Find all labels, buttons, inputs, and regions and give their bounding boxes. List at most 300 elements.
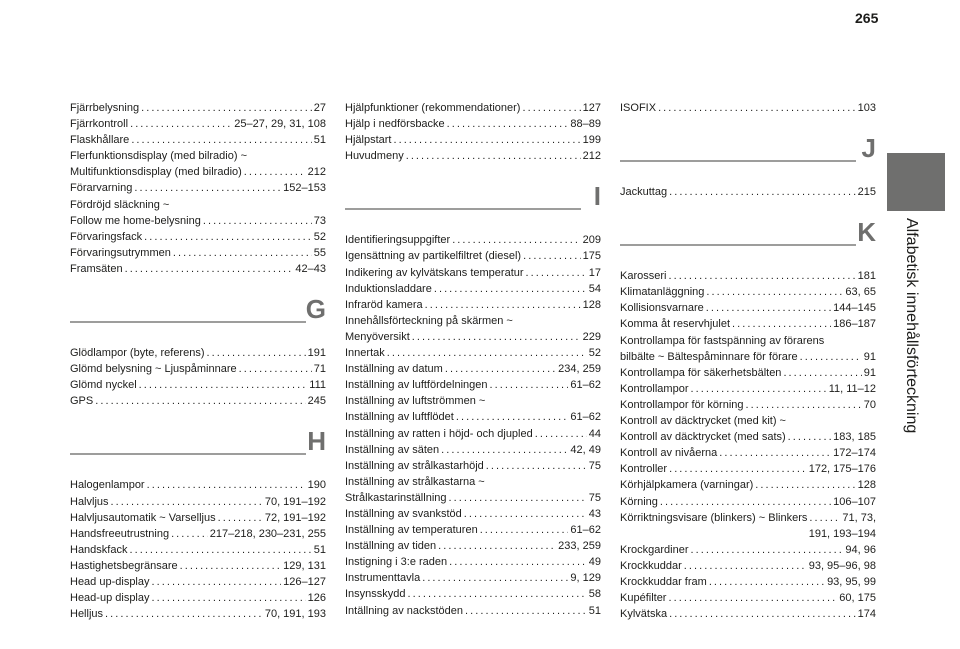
index-entry-pages: 73 <box>313 214 326 227</box>
index-entry-label: Handsfreeutrustning <box>70 527 170 540</box>
index-entry-label: Identifieringsuppgifter <box>345 234 451 247</box>
index-entry-pages: 103 <box>857 102 876 114</box>
index-entry-pages: 199 <box>582 134 601 147</box>
index-entry <box>70 229 326 245</box>
index-entry <box>620 429 876 445</box>
index-entry-pages: 51 <box>313 134 326 147</box>
index-entry-label: Krockkuddar <box>620 559 682 572</box>
dot-leader <box>105 606 263 622</box>
index-entry-pages: 127 <box>582 102 601 114</box>
index-entry-pages: 70 <box>863 398 876 411</box>
dot-leader <box>244 164 306 180</box>
index-entry-pages: 58 <box>588 588 601 601</box>
index-entry-pages: 55 <box>313 246 326 259</box>
index-entry-pages: 52 <box>588 347 601 360</box>
index-entry-pages: 75 <box>588 491 601 504</box>
index-entry <box>345 538 601 554</box>
dot-leader <box>139 377 308 393</box>
index-entry-label: Glömd belysning ~ Ljuspåminnare <box>70 363 237 376</box>
index-entry <box>620 381 876 397</box>
section-letter: K <box>857 217 876 248</box>
index-entry-label: bilbälte ~ Bältespåminnare för förare <box>620 350 798 363</box>
index-entry-label: Instrumenttavla <box>345 572 421 585</box>
dot-leader <box>526 265 587 281</box>
index-entry-label: Förvaringsfack <box>70 230 143 243</box>
index-entry <box>620 574 876 590</box>
index-entry-line: Innehållsförteckning på skärmen ~ <box>345 314 513 327</box>
dot-leader <box>706 284 843 300</box>
index-entry <box>345 297 601 313</box>
dot-leader <box>746 397 862 413</box>
index-entry <box>620 100 876 116</box>
dot-leader <box>669 606 856 622</box>
index-entry <box>345 232 601 248</box>
index-group-h <box>70 477 326 622</box>
index-entry <box>620 510 876 526</box>
section-rule <box>620 244 856 246</box>
index-entry <box>345 248 601 264</box>
dot-leader <box>239 361 312 377</box>
index-entry-line: Inställning av luftströmmen ~ <box>345 395 486 408</box>
index-entry-pages: 44 <box>588 427 601 440</box>
index-entry <box>620 365 876 381</box>
index-entry-label: Inställning av säten <box>345 443 440 456</box>
index-entry-label: Helljus <box>70 608 104 621</box>
dot-leader <box>486 458 587 474</box>
index-entry-label: Förvaringsutrymmen <box>70 246 171 259</box>
index-entry-pages: 126 <box>307 592 326 605</box>
section-header-i <box>345 181 601 224</box>
index-entry-pages: 17 <box>588 266 601 279</box>
index-entry-pages: 91 <box>863 350 876 363</box>
index-entry-label: Körhjälpkamera (varningar) <box>620 479 754 492</box>
index-entry-pages: 51 <box>588 604 601 617</box>
index-entry <box>620 558 876 574</box>
dot-leader <box>668 268 855 284</box>
index-entry <box>345 361 601 377</box>
dot-leader <box>152 590 306 606</box>
index-entry <box>70 510 326 526</box>
index-entry <box>620 397 876 413</box>
index-entry-pages: 75 <box>588 459 601 472</box>
index-entry <box>620 349 876 365</box>
dot-leader <box>180 558 282 574</box>
index-entry <box>345 458 601 474</box>
index-entry-pages: 42, 49 <box>570 443 601 456</box>
section-header-j <box>620 133 876 176</box>
index-group-i <box>345 232 601 618</box>
dot-leader <box>141 100 312 116</box>
section-letter: G <box>305 294 326 325</box>
index-entry-label: Framsäten <box>70 262 123 275</box>
dot-leader <box>522 100 580 116</box>
dot-leader <box>95 393 305 409</box>
index-entry <box>345 442 601 458</box>
index-entry-pages: 233, 259 <box>558 540 601 553</box>
index-entry <box>620 300 876 316</box>
index-entry-pages: 70, 191, 193 <box>264 608 326 621</box>
index-entry-pages: 27 <box>313 102 326 114</box>
index-entry <box>70 261 326 277</box>
chapter-tab <box>887 153 945 211</box>
index-entry <box>70 180 326 196</box>
index-entry-pages: 152–153 <box>283 182 326 195</box>
index-entry <box>620 477 876 493</box>
index-entry <box>345 490 601 506</box>
dot-leader <box>425 297 581 313</box>
index-entry <box>345 265 601 281</box>
index-entry-label: Induktionsladdare <box>345 282 432 295</box>
index-entry-pages: 174 <box>857 608 876 621</box>
index-entry-pages: 61–62 <box>570 411 601 424</box>
index-entry-line: Flerfunktionsdisplay (med bilradio) ~ <box>70 150 247 163</box>
index-entry-label: Inställning av luftflödet <box>345 411 454 424</box>
index-entry-label: ISOFIX <box>620 102 657 114</box>
index-entry-label: Hjälpstart <box>345 134 392 147</box>
index-entry-pages: 106–107 <box>833 495 876 508</box>
index-entry-label: Huvudmeny <box>345 150 404 163</box>
dot-leader <box>434 281 587 297</box>
index-entry-pages: 111 <box>309 379 326 392</box>
section-letter: H <box>307 426 326 457</box>
dot-leader <box>449 554 587 570</box>
index-entry-pages: 215 <box>857 186 876 199</box>
index-entry-line: Inställning av strålkastarna ~ <box>345 475 485 488</box>
index-entry-pages: 54 <box>588 282 601 295</box>
index-entry <box>70 542 326 558</box>
index-entry <box>345 132 601 148</box>
index-entry-label: Fjärrbelysning <box>70 102 140 114</box>
index-entry-label: Kontrollampor <box>620 382 689 395</box>
index-entry-pages: 245 <box>307 395 326 408</box>
index-entry-label: Inställning av svankstöd <box>345 507 462 520</box>
dot-leader <box>480 522 569 538</box>
index-column-1 <box>70 100 326 622</box>
index-entry-pages: 212 <box>582 150 601 163</box>
section-letter: J <box>861 133 876 164</box>
index-entry-pages: 175 <box>582 250 601 263</box>
dot-leader <box>111 494 263 510</box>
index-entry <box>345 329 601 345</box>
index-entry-pages: 172–174 <box>833 447 876 460</box>
dot-leader <box>173 245 312 261</box>
index-entry <box>345 570 601 586</box>
index-entry-label: Kylvätska <box>620 608 668 621</box>
index-entry-pages: 93, 95, 99 <box>827 575 876 588</box>
dot-leader <box>393 132 580 148</box>
index-entry-label: Intällning av nackstöden <box>345 604 464 617</box>
index-entry-label: Head-up display <box>70 592 150 605</box>
index-entry-label: Kontrollampa för säkerhetsbälten <box>620 366 782 379</box>
index-entry-label: Inställning av ratten i höjd- och djupled <box>345 427 533 440</box>
dot-leader <box>464 506 587 522</box>
index-entry-label: Förarvarning <box>70 182 133 195</box>
index-entry <box>70 558 326 574</box>
dot-leader <box>489 377 568 393</box>
dot-leader <box>449 490 587 506</box>
dot-leader <box>755 477 855 493</box>
index-group-f <box>70 100 326 277</box>
index-entry-pages: 128 <box>857 479 876 492</box>
index-entry-continuation: 191, 193–194 <box>808 527 876 540</box>
dot-leader <box>131 132 311 148</box>
index-entry <box>70 377 326 393</box>
index-entry-label: Menyöversikt <box>345 330 410 343</box>
index-entry-label: Multifunktionsdisplay (med bilradio) <box>70 166 242 179</box>
index-entry-label: Flaskhållare <box>70 134 130 147</box>
index-entry-pages: 63, 65 <box>845 286 876 299</box>
index-entry-pages: 49 <box>588 556 601 569</box>
index-entry-line: Kontroll av däcktrycket (med kit) ~ <box>620 415 786 428</box>
section-header-h <box>70 426 326 469</box>
index-entry-label: Krockkuddar fram <box>620 575 707 588</box>
index-entry <box>345 409 601 425</box>
dot-leader <box>452 232 580 248</box>
index-entry <box>345 345 601 361</box>
dot-leader <box>456 409 569 425</box>
index-entry <box>70 345 326 361</box>
dot-leader <box>408 586 587 602</box>
dot-leader <box>690 542 843 558</box>
section-letter: I <box>593 181 601 212</box>
index-entry <box>70 494 326 510</box>
index-entry-label: Körriktningsvisare (blinkers) ~ Blinkers <box>620 511 808 524</box>
dot-leader <box>669 461 807 477</box>
index-entry <box>620 461 876 477</box>
index-entry-label: Kontroll av nivåerna <box>620 447 718 460</box>
index-entry-pages: 129, 131 <box>283 559 326 572</box>
dot-leader <box>706 300 831 316</box>
dot-leader <box>669 184 856 200</box>
index-entry <box>70 590 326 606</box>
index-entry-label: Fjärrkontroll <box>70 118 129 131</box>
index-entry-pages: 71, 73, <box>842 511 876 524</box>
dot-leader <box>809 510 840 526</box>
index-entry-label: Kontroller <box>620 463 668 476</box>
index-entry-pages: 60, 175 <box>839 592 876 605</box>
index-entry-label: Hjälp i nedförsbacke <box>345 118 445 131</box>
index-entry-label: Igensättning av partikelfiltret (diesel) <box>345 250 522 263</box>
index-entry <box>70 574 326 590</box>
index-entry <box>70 606 326 622</box>
index-entry-pages: 144–145 <box>833 302 876 315</box>
dot-leader <box>412 329 581 345</box>
index-entry-label: Indikering av kylvätskans temperatur <box>345 266 524 279</box>
section-header-k <box>620 217 876 260</box>
index-entry <box>345 148 601 164</box>
dot-leader <box>422 570 568 586</box>
index-entry-label: Krockgardiner <box>620 543 689 556</box>
index-entry <box>70 526 326 542</box>
index-entry <box>70 164 326 180</box>
index-entry-pages: 72, 191–192 <box>264 511 326 524</box>
dot-leader <box>125 261 294 277</box>
index-entry <box>70 100 326 116</box>
index-entry-label: Hjälpfunktioner (rekommendationer) <box>345 102 521 114</box>
index-entry-label: Innertak <box>345 347 385 360</box>
index-entry-label: Follow me home-belysning <box>70 214 201 227</box>
dot-leader <box>690 381 826 397</box>
index-entry-pages: 61–62 <box>570 379 601 392</box>
index-entry <box>620 445 876 461</box>
index-entry-pages: 88–89 <box>570 118 601 131</box>
index-entry <box>345 377 601 393</box>
dot-leader <box>658 100 856 116</box>
dot-leader <box>783 365 861 381</box>
index-group-j <box>620 184 876 200</box>
index-group-g <box>70 345 326 409</box>
index-entry-label: Körning <box>620 495 658 508</box>
index-entry-pages: 209 <box>582 234 601 247</box>
dot-leader <box>535 426 587 442</box>
index-entry-pages: 172, 175–176 <box>808 463 876 476</box>
index-entry <box>70 361 326 377</box>
index-entry-pages: 190 <box>307 479 326 492</box>
index-entry-label: Kollisionsvarnare <box>620 302 704 315</box>
index-entry-pages: 217–218, 230–231, 255 <box>209 527 326 540</box>
dot-leader <box>147 477 306 493</box>
index-entry <box>620 494 876 510</box>
index-entry <box>70 245 326 261</box>
index-entry <box>345 100 601 116</box>
index-entry <box>620 316 876 332</box>
index-group-h-cont <box>345 100 601 164</box>
index-entry-pages: 93, 95–96, 98 <box>808 559 876 572</box>
section-header-g <box>70 294 326 337</box>
index-entry <box>345 554 601 570</box>
index-entry-pages: 212 <box>307 166 326 179</box>
index-entry-pages: 70, 191–192 <box>264 495 326 508</box>
dot-leader <box>130 116 232 132</box>
page-number: 265 <box>855 10 879 26</box>
index-entry-label: Inställning av tiden <box>345 540 437 553</box>
chapter-title: Alfabetisk innehållsförteckning <box>903 218 920 434</box>
index-entry-pages: 61–62 <box>570 524 601 537</box>
index-entry <box>70 393 326 409</box>
index-entry-label: Komma åt reservhjulet <box>620 318 731 331</box>
index-entry <box>345 426 601 442</box>
index-entry-pages: 183, 185 <box>833 431 876 444</box>
dot-leader <box>732 316 831 332</box>
index-entry-pages: 186–187 <box>833 318 876 331</box>
dot-leader <box>668 590 837 606</box>
dot-leader <box>719 445 831 461</box>
dot-leader <box>445 361 556 377</box>
index-entry-pages: 91 <box>863 366 876 379</box>
index-entry-label: Instigning i 3:e raden <box>345 556 448 569</box>
index-entry-pages: 51 <box>313 543 326 556</box>
section-rule <box>70 453 306 455</box>
index-entry-pages: 94, 96 <box>845 543 876 556</box>
dot-leader <box>788 429 832 445</box>
index-entry-label: GPS <box>70 395 94 408</box>
index-entry <box>70 477 326 493</box>
index-group-i-cont <box>620 100 876 116</box>
index-entry <box>620 606 876 622</box>
index-entry-label: Kontroll av däcktrycket (med sats) <box>620 431 786 444</box>
index-entry-pages: 191 <box>307 347 326 360</box>
index-entry <box>620 590 876 606</box>
index-entry-label: Halvljusautomatik ~ Varselljus <box>70 511 216 524</box>
index-entry-pages: 25–27, 29, 31, 108 <box>234 118 326 131</box>
index-entry <box>345 586 601 602</box>
index-entry-pages: 43 <box>588 507 601 520</box>
index-entry-label: Jackuttag <box>620 186 668 199</box>
index-entry-label: Head up-display <box>70 575 150 588</box>
index-entry-pages: 52 <box>313 230 326 243</box>
index-group-k <box>620 268 876 622</box>
dot-leader <box>387 345 587 361</box>
dot-leader <box>438 538 556 554</box>
index-entry-label: Infraröd kamera <box>345 298 423 311</box>
index-entry-pages: 11, 11–12 <box>828 382 876 395</box>
index-entry <box>620 184 876 200</box>
index-entry-label: Inställning av temperaturen <box>345 524 478 537</box>
section-rule <box>345 208 581 210</box>
index-column-2 <box>345 100 601 619</box>
index-entry <box>620 284 876 300</box>
index-entry-label: Inställning av luftfördelningen <box>345 379 488 392</box>
dot-leader <box>684 558 807 574</box>
index-entry <box>345 506 601 522</box>
index-entry-label: Halogenlampor <box>70 479 145 492</box>
index-entry <box>345 522 601 538</box>
dot-leader <box>171 526 208 542</box>
index-entry-pages: 234, 259 <box>558 363 601 376</box>
dot-leader <box>129 542 311 558</box>
dot-leader <box>207 345 306 361</box>
index-entry-label: Strålkastarinställning <box>345 491 447 504</box>
index-entry-pages: 128 <box>582 298 601 311</box>
index-entry-label: Kontrollampor för körning <box>620 398 744 411</box>
index-entry <box>70 132 326 148</box>
index-entry-label: Kupéfilter <box>620 592 667 605</box>
index-entry-pages: 42–43 <box>295 262 326 275</box>
index-entry <box>345 116 601 132</box>
index-entry-label: Inställning av datum <box>345 363 443 376</box>
index-entry <box>345 603 601 619</box>
index-entry <box>70 116 326 132</box>
dot-leader <box>203 213 312 229</box>
index-entry <box>345 281 601 297</box>
dot-leader <box>523 248 581 264</box>
dot-leader <box>660 494 831 510</box>
index-entry-pages: 71 <box>313 363 326 376</box>
index-entry-label: Klimatanläggning <box>620 286 705 299</box>
section-rule <box>70 321 306 323</box>
index-entry-pages: 9, 129 <box>570 572 601 585</box>
index-entry-pages: 181 <box>857 270 876 283</box>
index-entry-line: Kontrollampa för fastspänning av förarens <box>620 334 825 347</box>
index-entry-line: Fördröjd släckning ~ <box>70 198 170 211</box>
index-entry <box>620 542 876 558</box>
index-entry-label: Insynsskydd <box>345 588 406 601</box>
section-rule <box>620 160 856 162</box>
dot-leader <box>441 442 568 458</box>
dot-leader <box>465 603 587 619</box>
dot-leader <box>406 148 581 164</box>
dot-leader <box>218 510 263 526</box>
index-entry-label: Inställning av strålkastarhöjd <box>345 459 484 472</box>
index-entry <box>70 213 326 229</box>
dot-leader <box>447 116 569 132</box>
dot-leader <box>134 180 281 196</box>
index-entry-label: Glömd nyckel <box>70 379 137 392</box>
index-entry-label: Halvljus <box>70 495 109 508</box>
index-entry-label: Karosseri <box>620 270 667 283</box>
dot-leader <box>709 574 825 590</box>
index-entry-pages: 229 <box>582 330 601 343</box>
